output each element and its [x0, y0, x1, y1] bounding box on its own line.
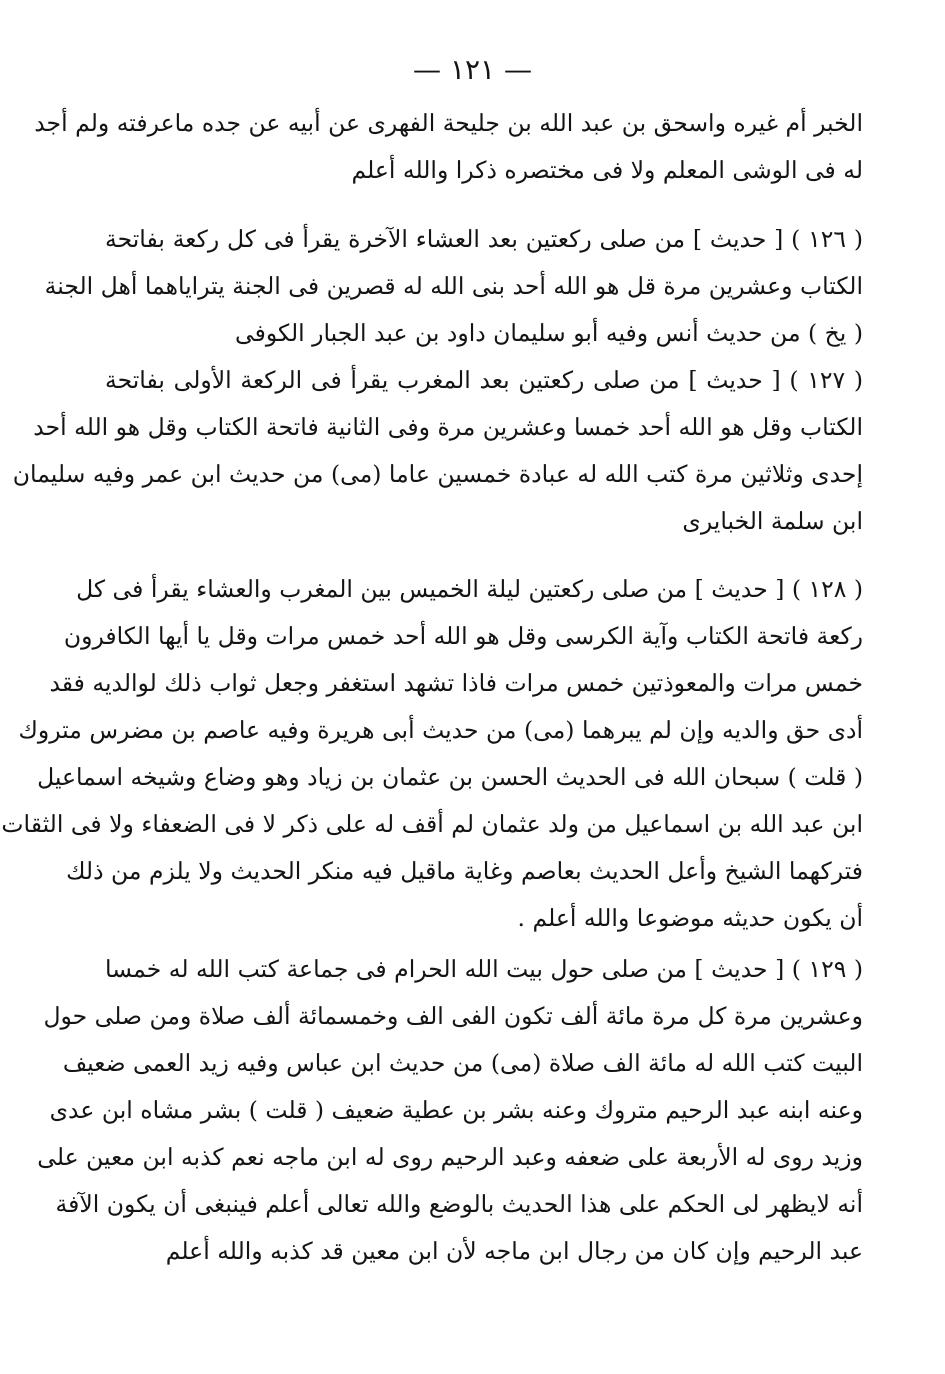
text-line: ( ١٢٨ ) [ حديث ] من صلى ركعتين ليلة الخميس بين المغرب والعشاء يقرأ فى كل	[76, 575, 863, 603]
paragraph-hadith-129	[37, 946, 864, 1275]
text-line: فتركهما الشيخ وأعل الحديث بعاصم وغاية ماقيل فيه منكر الحديث ولا يلزم من ذلك	[66, 857, 863, 885]
text-line: ( قلت ) سبحان الله فى الحديث الحسن بن عثمان بن زياد وهو وضاع وشيخه اسماعيل	[37, 763, 863, 791]
paragraph-hadith-127	[12, 357, 864, 545]
text-line: عبد الرحيم وإن كان من رجال ابن ماجه لأن ابن معين قد كذبه والله أعلم	[165, 1237, 863, 1265]
text-line: أدى حق والديه وإن لم يبرهما (مى) من حديث أبى هريرة وفيه عاصم بن مضرس متروك	[18, 716, 863, 744]
paragraph-continuation	[34, 100, 863, 194]
text-line: ابن سلمة الخبايرى	[682, 507, 863, 535]
text-line: البيت كتب الله له مائة الف صلاة (مى) من حديث ابن عباس وفيه زيد العمى ضعيف	[62, 1049, 863, 1077]
text-line: وعنه ابنه عبد الرحيم متروك وعنه بشر بن عطية ضعيف ( قلت ) بشر مشاه ابن عدى	[49, 1096, 863, 1124]
text-line: ( يخ ) من حديث أنس وفيه أبو سليمان داود بن عبد الجبار الكوفى	[235, 319, 863, 347]
text-line: الخبر أم غيره واسحق بن عبد الله بن جليحة الفهرى عن أبيه عن جده ماعرفته ولم أجد	[34, 109, 863, 137]
paragraph-hadith-128	[1, 566, 863, 942]
page-number: — ١٢١ —	[413, 53, 532, 86]
text-line: له فى الوشى المعلم ولا فى مختصره ذكرا والله أعلم	[351, 156, 863, 184]
text-line: الكتاب وعشرين مرة قل هو الله أحد بنى الله له قصرين فى الجنة يتراياهما أهل الجنة	[44, 272, 863, 300]
text-line: الكتاب وقل هو الله أحد خمسا وعشرين مرة وفى الثانية فاتحة الكتاب وقل هو الله أحد	[33, 413, 863, 441]
text-line: ( ١٢٦ ) [ حديث ] من صلى ركعتين بعد العشاء الآخرة يقرأ فى كل ركعة بفاتحة	[105, 225, 863, 253]
text-line: خمس مرات والمعوذتين خمس مرات فاذا تشهد استغفر وجعل ثواب ذلك لوالديه فقد	[49, 669, 863, 697]
text-line: ابن عبد الله بن اسماعيل من ولد عثمان لم أقف له على ذكر لا فى الضعفاء ولا فى الثقات	[1, 810, 863, 838]
text-line: ( ١٢٧ ) [ حديث ] من صلى ركعتين بعد المغرب يقرأ فى الركعة الأولى بفاتحة	[105, 366, 864, 394]
text-line: أن يكون حديثه موضوعا والله أعلم .	[517, 904, 863, 932]
text-line: ركعة فاتحة الكتاب وآية الكرسى وقل هو الله أحد خمس مرات وقل يا أيها الكافرون	[63, 622, 863, 650]
paragraph-hadith-126	[44, 216, 863, 357]
text-line: ( ١٢٩ ) [ حديث ] من صلى حول بيت الله الحرام فى جماعة كتب الله له خمسا	[105, 955, 864, 983]
text-line: وعشرين مرة كل مرة مائة ألف تكون الفى الف وخمسمائة ألف صلاة ومن صلى حول	[43, 1002, 863, 1030]
text-line: أنه لايظهر لى الحكم على هذا الحديث بالوضع والله تعالى أعلم فينبغى أن يكون الآفة	[55, 1190, 863, 1218]
text-line: وزيد روى له الأربعة على ضعفه وعبد الرحيم روى له ابن ماجه نعم كذبه ابن معين على	[37, 1143, 863, 1171]
text-line: إحدى وثلاثين مرة كتب الله له عبادة خمسين عاما (مى) من حديث ابن عمر وفيه سليمان	[12, 460, 863, 488]
